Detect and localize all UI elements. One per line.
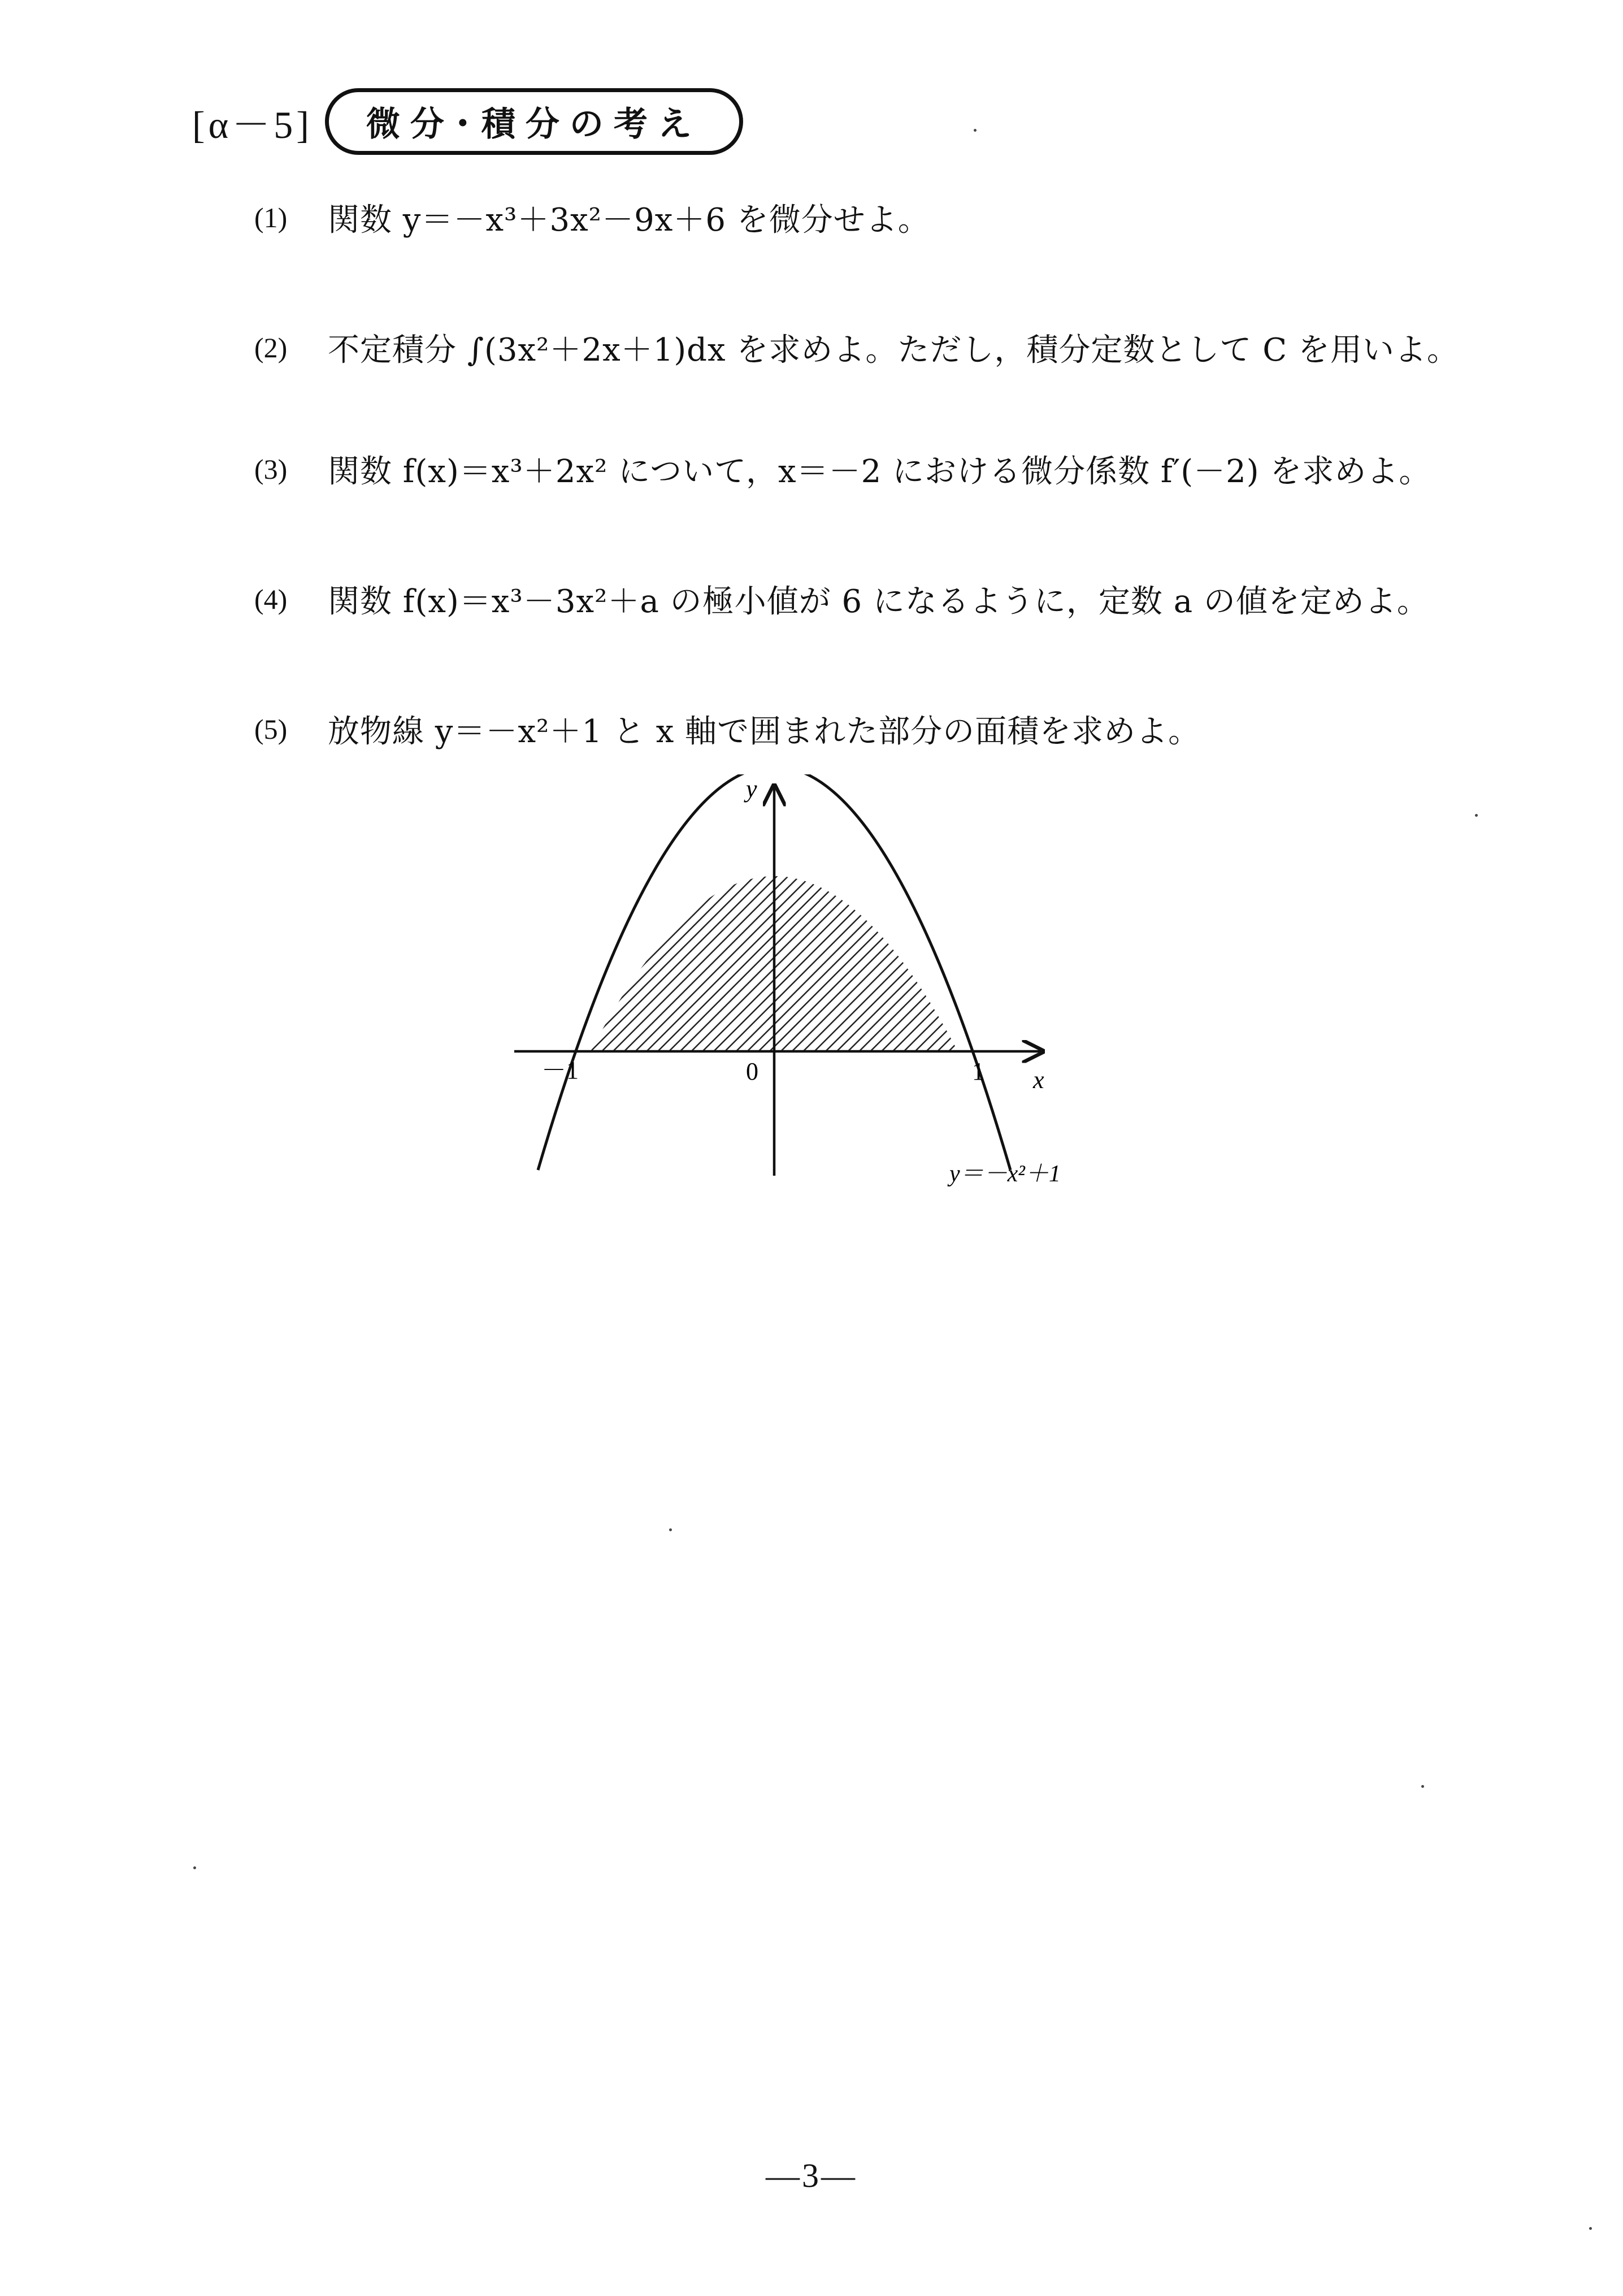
section-title: 微分･積分の考え [325,88,743,155]
section-header [192,85,743,158]
problem-number: (4) [254,583,288,615]
scan-speck [1475,814,1478,817]
origin-label: 0 [746,1058,758,1085]
left-root-label: －1 [541,1056,579,1084]
page-number: ―3― [766,2157,857,2194]
section-label: [α－5] [192,103,313,146]
problem-number: (3) [254,453,288,485]
problem-1 [254,189,930,246]
problem-5 [254,701,1200,757]
problem-text: 放物線 y＝－x²＋1 と x 軸で囲まれた部分の面積を求めよ。 [328,713,1201,750]
problem-text: 不定積分 ∫(3x²＋2x＋1)dx を求めよ。ただし，積分定数として C を用いよ。 [328,332,1459,369]
problem-4 [254,571,1429,627]
problem-number: (2) [254,332,288,363]
problem-2 [254,319,1459,376]
problem-number: (5) [254,713,288,745]
right-root-label: 1 [972,1058,984,1085]
scan-speck [974,129,977,132]
scan-speck [1421,1785,1424,1788]
scan-speck [193,1866,196,1869]
problem-text: 関数 f(x)＝x³－3x²＋a の極小値が 6 になるように，定数 a の値を定めよ。 [328,583,1429,620]
y-axis-label: y [746,775,757,803]
problem-text: 関数 y＝－x³＋3x²－9x＋6 を微分せよ。 [328,202,930,239]
problem-3 [254,441,1431,497]
problem-text: 関数 f(x)＝x³＋2x² について，x＝－2 における微分係数 f′(－2) を求めよ。 [328,453,1431,490]
parabola-figure [497,774,1119,1215]
problem-number: (1) [254,202,288,233]
curve-label: y＝－x²＋1 [949,1161,1061,1187]
x-axis-label: x [1033,1066,1044,1094]
scan-speck [669,1528,672,1531]
scan-speck [1589,2227,1592,2230]
